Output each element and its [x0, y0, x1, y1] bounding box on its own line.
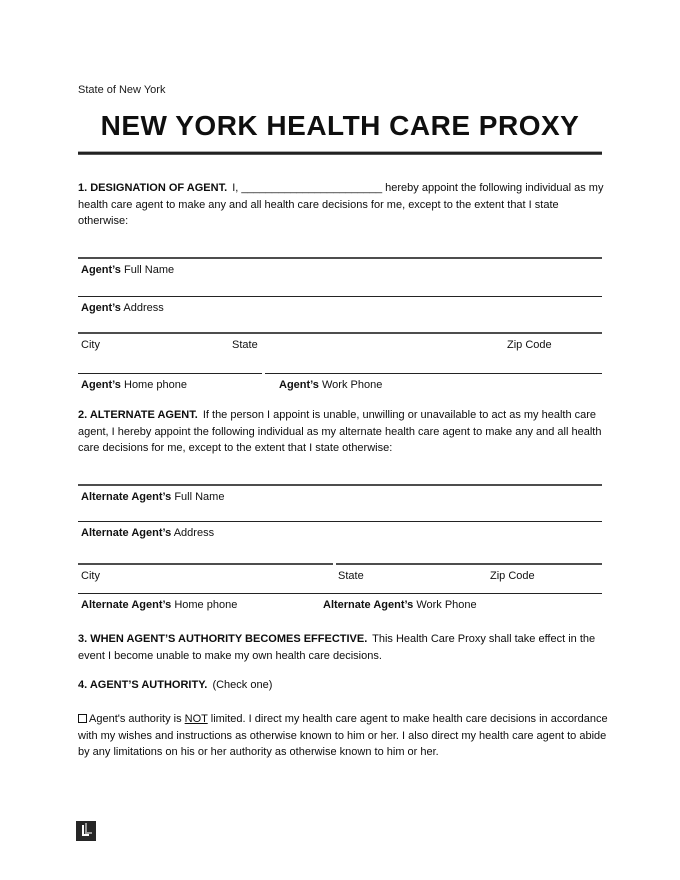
page-title: NEW YORK HEALTH CARE PROXY — [100, 110, 580, 141]
alternate-city-label: City — [81, 570, 100, 582]
alternate-full-name-field[interactable] — [78, 484, 602, 521]
authority-paragraph — [78, 677, 608, 694]
alternate-state-zip-cell — [336, 563, 602, 593]
agent-full-name-label: Agent’s Full Name — [81, 264, 175, 276]
authority-option-not: NOT — [184, 713, 208, 725]
agent-home-phone-field[interactable] — [78, 373, 262, 394]
effective-paragraph — [78, 631, 608, 664]
alternate-address-field[interactable] — [78, 521, 602, 558]
logo-l-icon — [82, 825, 89, 836]
authority-option-post: limited. I direct my health care agent to make health care decisions in accordance with my wishes and instructions as otherwise known to him or her. I also direct my health care agent to abide by any limitations on his or her authority as otherwise known to him or her. — [78, 713, 608, 758]
alternate-address-label: Alternate Agent’s Address — [81, 527, 215, 539]
agent-zip-label: Zip Code — [507, 339, 552, 351]
authority-option-paragraph — [78, 711, 608, 761]
authority-option-pre: Agent's authority is — [89, 713, 182, 725]
authority-not-limited-checkbox[interactable] — [78, 714, 87, 723]
alternate-city-cell — [78, 563, 333, 593]
agent-work-phone-field[interactable] — [265, 373, 602, 394]
designation-heading: 1. DESIGNATION OF AGENT. — [78, 182, 228, 194]
authority-note: (Check one) — [212, 679, 273, 691]
alternate-agent-paragraph — [78, 407, 608, 457]
effective-heading: 3. WHEN AGENT’S AUTHORITY BECOMES EFFECTIVE. — [78, 633, 368, 645]
agent-work-phone-label: Agent’s Work Phone — [279, 379, 383, 391]
title-divider-rule — [78, 151, 602, 155]
agent-fields-block — [78, 257, 602, 394]
alternate-agent-fields-block — [78, 484, 602, 619]
agent-home-phone-label: Agent’s Home phone — [81, 379, 187, 391]
alternate-phones-row — [78, 593, 602, 619]
alternate-state-label: State — [338, 570, 364, 582]
alternate-agent-body: If the person I appoint is unable, unwilling or unavailable to act as my health care agent, I hereby appoint the following individual as my alternate health care agent to make any and all health care decisions for me, except to the extent that I state otherwise: — [78, 409, 602, 454]
principal-name-blank[interactable]: _______________________ — [241, 182, 383, 194]
alternate-home-phone-label[interactable]: Alternate Agent’s Home phone — [81, 599, 238, 611]
designation-body: hereby appoint the following individual as my health care agent to make any and all health care decisions for me, except to the extent that I state otherwise: — [78, 182, 604, 227]
legal-templates-logo — [76, 821, 96, 841]
agent-address-field[interactable] — [78, 296, 602, 332]
alternate-full-name-label: Alternate Agent’s Full Name — [81, 491, 225, 503]
alternate-work-phone-label[interactable]: Alternate Agent’s Work Phone — [323, 599, 477, 611]
alternate-zip-label: Zip Code — [490, 570, 535, 582]
agent-city-state-zip-field[interactable] — [78, 332, 602, 368]
designation-paragraph — [78, 180, 608, 230]
agent-address-label: Agent’s Address — [81, 302, 164, 314]
effective-body: This Health Care Proxy shall take effect in the event I become unable to make my own health care decisions. — [78, 633, 596, 662]
state-label: State of New York — [78, 84, 166, 96]
alternate-city-state-zip-field[interactable] — [78, 558, 602, 593]
agent-phones-row — [78, 368, 602, 394]
agent-state-label: State — [232, 339, 258, 351]
alternate-agent-heading: 2. ALTERNATE AGENT. — [78, 409, 198, 421]
designation-lead-in: I, — [232, 182, 239, 194]
authority-heading: 4. AGENT’S AUTHORITY. — [78, 679, 208, 691]
agent-city-label: City — [81, 339, 100, 351]
agent-full-name-field[interactable] — [78, 257, 602, 296]
